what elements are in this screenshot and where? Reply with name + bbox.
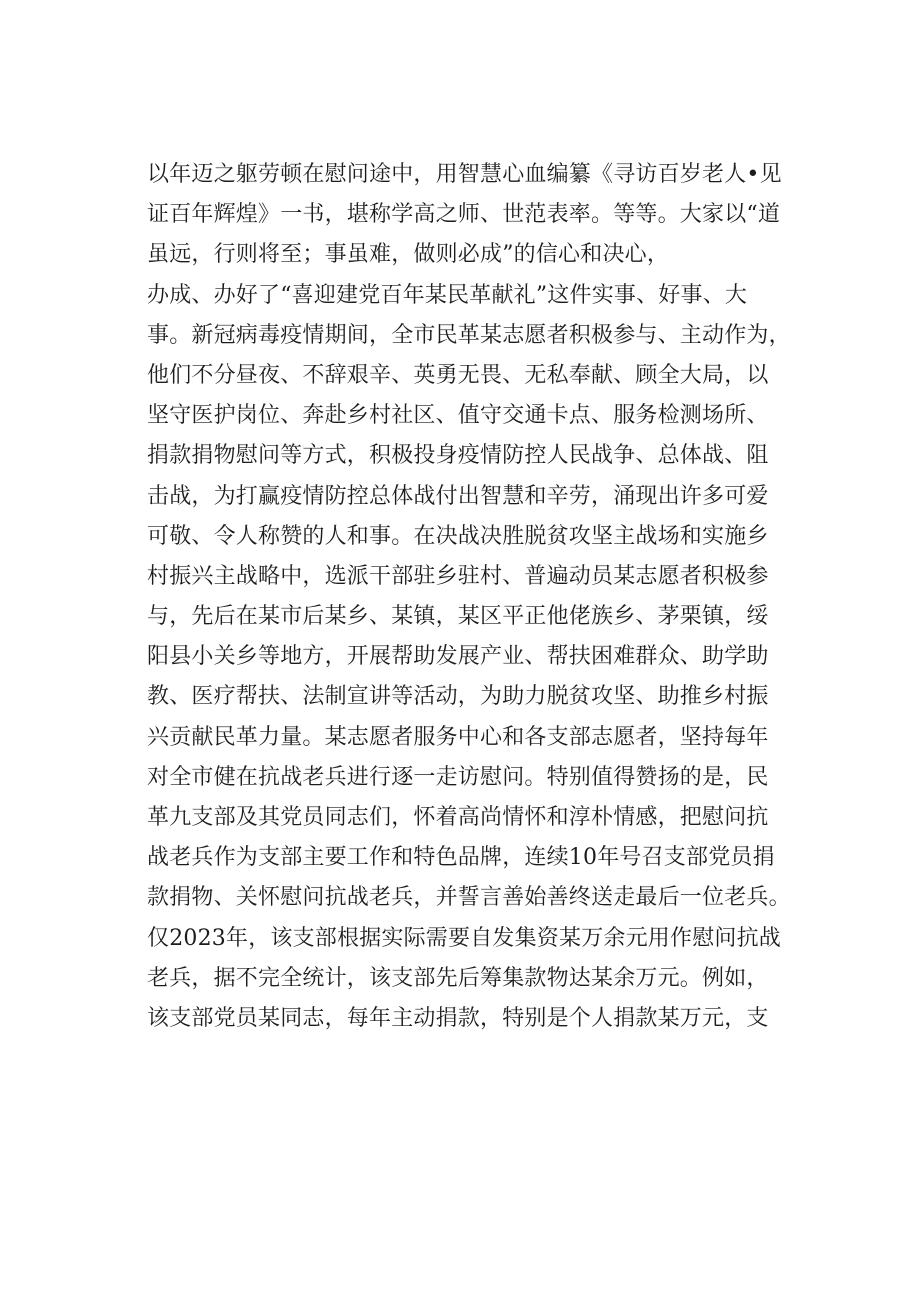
text-line: 战老兵作为支部主要工作和特色品牌，连续10年号召支部党员捐 (147, 845, 775, 871)
text-line: 仅2023年，该支部根据实际需要自发集资某万余元用作慰问抗战 (147, 925, 781, 951)
text-line: 教、医疗帮扶、法制宣讲等活动，为助力脱贫攻坚、助推乡村振 (147, 684, 769, 710)
text-line: 击战，为打赢疫情防控总体战付出智慧和辛劳，涌现出许多可爱 (147, 483, 769, 509)
body-text (147, 155, 807, 1039)
text-line: 捐款捐物慰问等方式，积极投身疫情防控人民战争、总体战、阻 (147, 443, 769, 469)
text-line: 兴贡献民革力量。某志愿者服务中心和各支部志愿者，坚持每年 (147, 724, 769, 750)
text-line: 办成、办好了“喜迎建党百年某民革献礼”这件实事、好事、大 (147, 282, 748, 308)
text-line: 村振兴主战略中，选派干部驻乡驻村、普遍动员某志愿者积极参 (147, 563, 769, 589)
text-line: 对全市健在抗战老兵进行逐一走访慰问。特别值得赞扬的是，民 (147, 764, 769, 790)
text-line: 证百年辉煌》一书，堪称学高之师、世范表率。等等。大家以“道 (147, 202, 781, 228)
text-line: 款捐物、关怀慰问抗战老兵，并誓言善始善终送走最后一位老兵。 (147, 885, 791, 911)
text-line: 虽远，行则将至；事虽难，做则必成”的信心和决心， (147, 242, 670, 268)
text-line: 该支部党员某同志，每年主动捐款，特别是个人捐款某万元，支 (147, 1005, 769, 1031)
text-line: 事。新冠病毒疫情期间，全市民革某志愿者积极参与、主动作为， (147, 322, 791, 348)
text-line: 坚守医护岗位、奔赴乡村社区、值守交通卡点、服务检测场所、 (147, 403, 769, 429)
text-line: 老兵，据不完全统计，该支部先后筹集款物达某余万元。例如， (147, 965, 769, 991)
text-line: 与，先后在某市后某乡、某镇，某区平正他佬族乡、茅栗镇，绥 (147, 604, 769, 630)
text-line: 革九支部及其党员同志们，怀着高尚情怀和淳朴情感，把慰问抗 (147, 805, 769, 830)
text-line: 可敬、令人称赞的人和事。在决战决胜脱贫攻坚主战场和实施乡 (147, 523, 769, 549)
text-line: 他们不分昼夜、不辞艰辛、英勇无畏、无私奉献、顾全大局，以 (147, 362, 769, 388)
text-line: 阳县小关乡等地方，开展帮助发展产业、帮扶困难群众、助学助 (147, 644, 769, 670)
text-line: 以年迈之躯劳顿在慰问途中，用智慧心血编纂《寻访百岁老人•见 (147, 162, 782, 187)
